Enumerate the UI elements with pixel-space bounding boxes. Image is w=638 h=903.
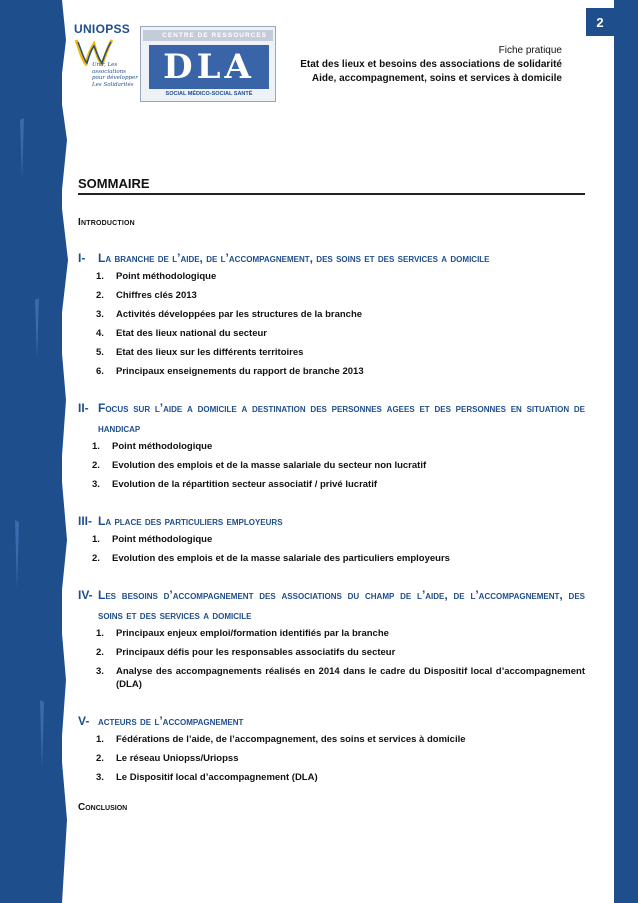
toc-item[interactable]	[96, 646, 585, 659]
toc-item-list	[78, 733, 585, 784]
item-label: Evolution des emplois et de la masse salariale du secteur non lucratif	[112, 460, 427, 471]
uniopss-logo-tagline: Unir, Les associations pour développer Les Solidarités	[92, 62, 138, 88]
toc-item-list	[78, 627, 585, 691]
item-number: 1.	[96, 271, 104, 282]
toc-introduction[interactable]: Introduction	[78, 217, 135, 228]
toc-item[interactable]	[92, 478, 585, 491]
item-number: 6.	[96, 366, 104, 377]
toc-item[interactable]	[92, 440, 585, 453]
toc-section-5	[78, 711, 585, 784]
brush-edge-decoration	[0, 0, 70, 903]
item-number: 2.	[96, 753, 104, 764]
section-number: IV-	[78, 588, 93, 602]
document-header	[300, 44, 562, 86]
item-number: 3.	[96, 772, 104, 783]
item-number: 2.	[96, 647, 104, 658]
sommaire-title: SOMMAIRE	[78, 176, 585, 195]
item-label: Point méthodologique	[116, 271, 217, 282]
item-label: Point méthodologique	[112, 534, 213, 545]
toc-item-list	[78, 270, 585, 378]
toc-section-heading[interactable]	[78, 398, 585, 438]
item-number: 1.	[96, 628, 104, 639]
toc-item[interactable]	[96, 665, 585, 691]
item-label: Principaux défis pour les responsables associatifs du secteur	[116, 647, 396, 658]
toc-item[interactable]	[92, 459, 585, 472]
item-label: Etat des lieux sur les différents territoires	[116, 347, 304, 358]
section-number: III-	[78, 514, 92, 528]
section-title: acteurs de l’accompagnement	[98, 714, 244, 728]
toc-item[interactable]	[96, 346, 585, 359]
header-line-2: Etat des lieux et besoins des associations de solidarité	[300, 59, 562, 70]
table-of-contents	[78, 176, 585, 813]
toc-item[interactable]	[96, 752, 585, 765]
toc-section-3	[78, 511, 585, 565]
dla-logo-mark: DLA	[149, 45, 269, 89]
item-number: 4.	[96, 328, 104, 339]
toc-item[interactable]	[96, 771, 585, 784]
section-number: I-	[78, 251, 86, 265]
toc-section-1	[78, 248, 585, 378]
toc-item[interactable]	[96, 327, 585, 340]
toc-item[interactable]	[96, 365, 585, 378]
dla-logo	[140, 26, 276, 102]
page-number-badge: 2	[586, 8, 614, 36]
section-title: La place des particuliers employeurs	[98, 514, 283, 528]
left-decorative-band	[0, 0, 62, 903]
section-number: II-	[78, 401, 89, 415]
dla-logo-bottom: SOCIAL MÉDICO-SOCIAL SANTÉ	[165, 91, 253, 97]
item-number: 2.	[92, 553, 100, 564]
item-label: Activités développées par les structures de la branche	[116, 309, 363, 320]
item-number: 5.	[96, 347, 104, 358]
dla-logo-top: CENTRE DE RESSOURCES	[143, 30, 273, 41]
toc-section-heading[interactable]	[78, 711, 585, 731]
section-number: V-	[78, 714, 90, 728]
item-label: Principaux enseignements du rapport de branche 2013	[116, 366, 364, 377]
uniopss-logo	[74, 22, 136, 102]
toc-item[interactable]	[92, 552, 585, 565]
item-label: Evolution de la répartition secteur associatif / privé lucratif	[112, 479, 378, 490]
item-number: 3.	[92, 479, 100, 490]
item-label: Chiffres clés 2013	[116, 290, 197, 301]
toc-section-2	[78, 398, 585, 491]
toc-item[interactable]	[96, 627, 585, 640]
toc-section-heading[interactable]	[78, 585, 585, 625]
toc-item-list	[78, 440, 585, 491]
right-decorative-band	[614, 0, 638, 903]
item-number: 3.	[96, 309, 104, 320]
toc-item[interactable]	[96, 733, 585, 746]
item-label: Le Dispositif local d’accompagnement (DLA)	[116, 772, 318, 783]
item-number: 1.	[92, 534, 100, 545]
toc-section-4	[78, 585, 585, 691]
uniopss-logo-name: UNIOPSS	[74, 22, 131, 36]
header-line-3: Aide, accompagnement, soins et services à domicile	[311, 73, 562, 84]
item-number: 2.	[92, 460, 100, 471]
toc-item-list	[78, 533, 585, 565]
section-title: La branche de l’aide, de l’accompagnement, des soins et des services a domicile	[98, 251, 490, 265]
item-number: 2.	[96, 290, 104, 301]
toc-item[interactable]	[96, 270, 585, 283]
item-number: 3.	[96, 666, 104, 677]
toc-section-heading[interactable]	[78, 511, 585, 531]
item-label: Principaux enjeux emploi/formation identifiés par la branche	[116, 628, 389, 639]
toc-item[interactable]	[92, 533, 585, 546]
item-label: Fédérations de l’aide, de l’accompagnement, des soins et services à domicile	[116, 734, 466, 745]
item-label: Analyse des accompagnements réalisés en 2014 dans le cadre du Dispositif local d’accompagnement (DLA)	[116, 666, 585, 690]
section-title: Focus sur l’aide a domicile a destination des personnes agees et des personnes en situation de handicap	[98, 401, 585, 435]
toc-section-heading[interactable]	[78, 248, 585, 268]
toc-item[interactable]	[96, 308, 585, 321]
item-number: 1.	[96, 734, 104, 745]
item-label: Le réseau Uniopss/Uriopss	[116, 753, 239, 764]
toc-conclusion[interactable]: Conclusion	[78, 802, 128, 813]
item-number: 1.	[92, 441, 100, 452]
toc-item[interactable]	[96, 289, 585, 302]
header-line-1: Fiche pratique	[498, 45, 562, 56]
item-label: Etat des lieux national du secteur	[116, 328, 267, 339]
item-label: Evolution des emplois et de la masse salariale des particuliers employeurs	[112, 553, 450, 564]
item-label: Point méthodologique	[112, 441, 213, 452]
section-title: Les besoins d’accompagnement des associations du champ de l’aide, de l’accompagnement, des soins et des services a domicile	[98, 588, 585, 622]
